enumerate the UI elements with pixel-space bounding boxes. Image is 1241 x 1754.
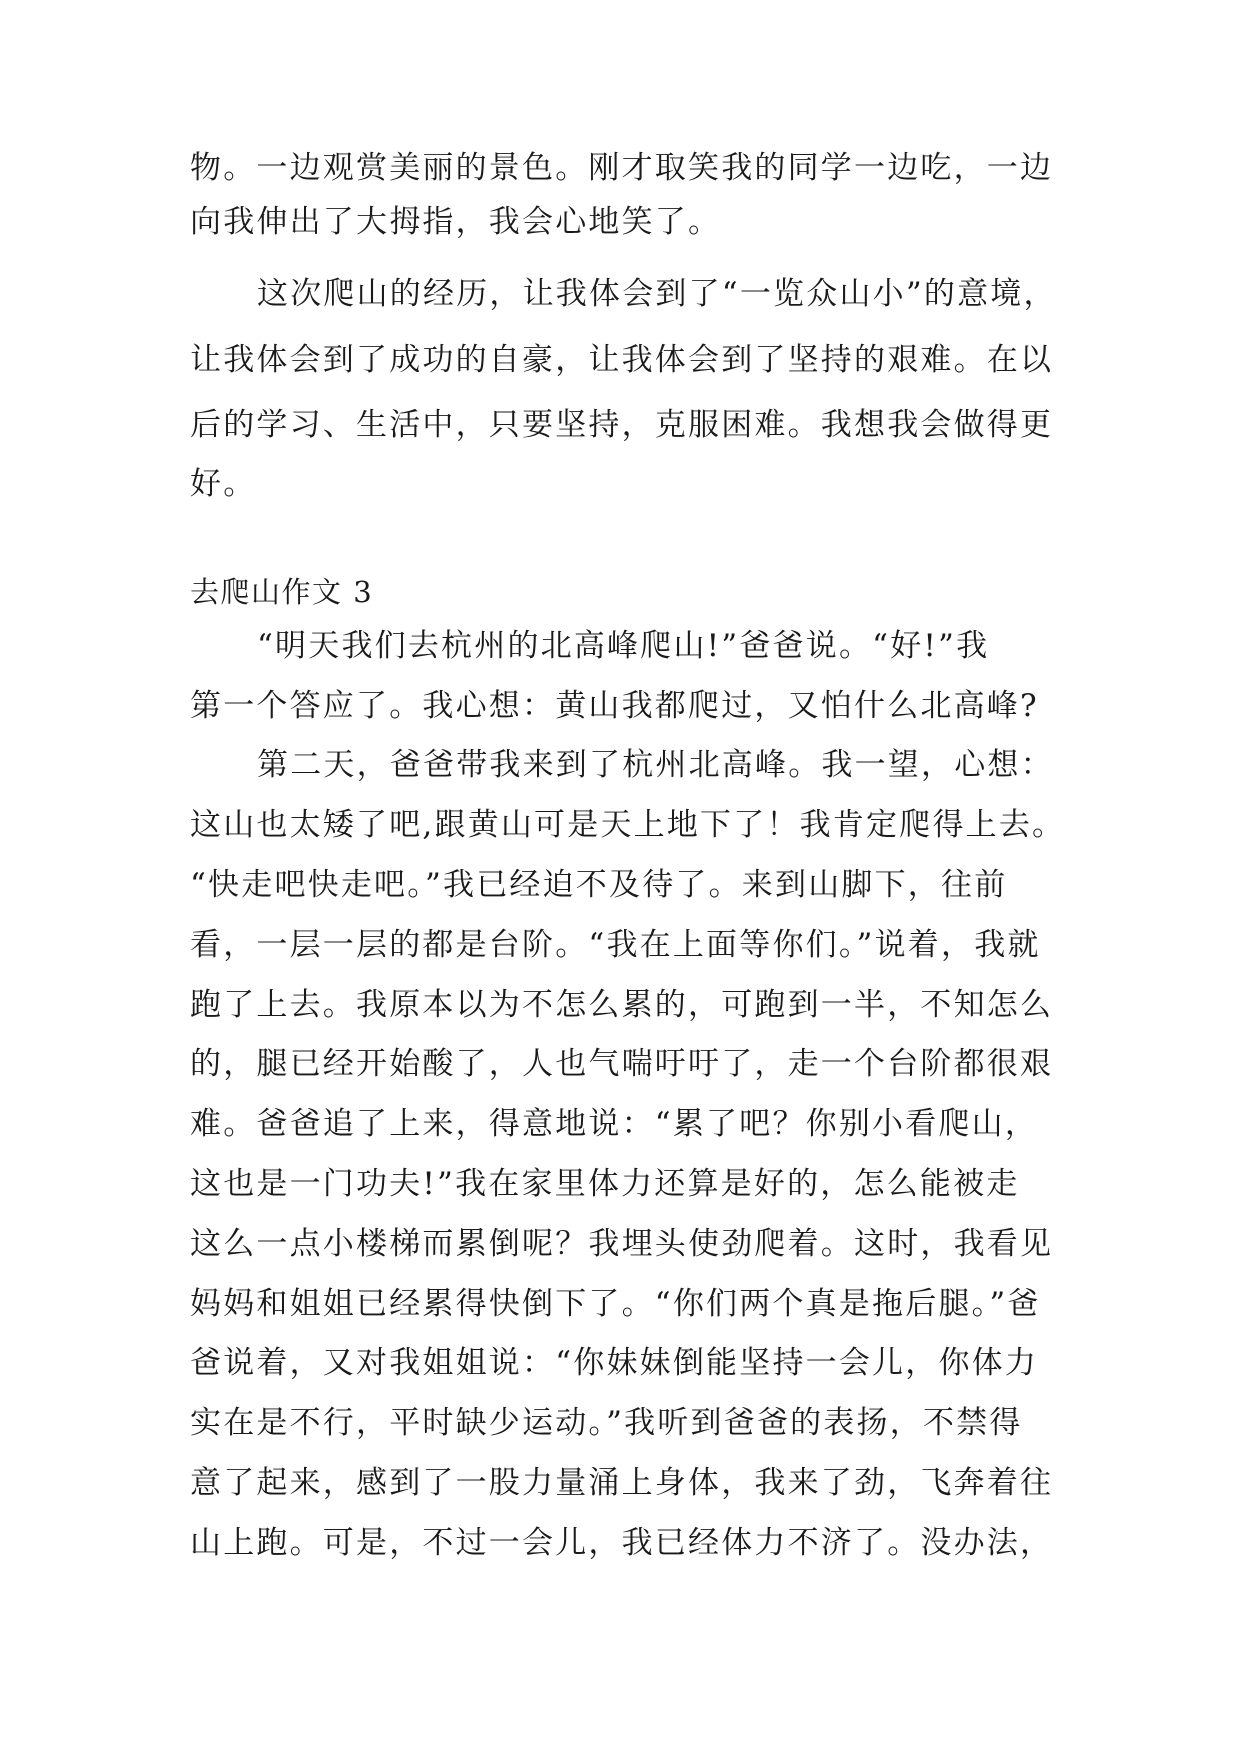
text-line: 第二天，爸爸带我来到了杭州北高峰。我一望，心想： bbox=[257, 747, 1054, 783]
text-line: 物。一边观赏美丽的景色。刚才取笑我的同学一边吃，一边 bbox=[190, 150, 1054, 186]
text-line: 山上跑。可是，不过一会儿，我已经体力不济了。没办法， bbox=[190, 1525, 1054, 1561]
section-heading: 去爬山作文 3 bbox=[190, 575, 374, 609]
text-line: 难。爸爸追了上来，得意地说：“累了吧？你别小看爬山， bbox=[190, 1106, 1039, 1142]
text-line: 看，一层一层的都是台阶。“我在上面等你们。”说着，我就 bbox=[190, 927, 1041, 963]
text-line: “快走吧快走吧。”我已经迫不及待了。来到山脚下，往前 bbox=[190, 867, 1008, 903]
text-line: 的，腿已经开始酸了，人也气喘吁吁了，走一个台阶都很艰 bbox=[190, 1046, 1054, 1082]
text-line: 这也是一门功夫!”我在家里体力还算是好的，怎么能被走 bbox=[190, 1166, 1020, 1202]
text-line: 让我体会到了成功的自豪，让我体会到了坚持的艰难。在以 bbox=[190, 342, 1054, 378]
text-line: 向我伸出了大拇指，我会心地笑了。 bbox=[190, 204, 722, 240]
text-line: 实在是不行，平时缺少运动。”我听到爸爸的表扬，不禁得 bbox=[190, 1405, 1023, 1441]
text-line: 爸说着，又对我姐姐说：“你妹妹倒能坚持一会儿，你体力 bbox=[190, 1345, 1039, 1381]
text-line: 这山也太矮了吧,跟黄山可是天上地下了！我肯定爬得上去。 bbox=[190, 807, 1066, 843]
text-line: 跑了上去。我原本以为不怎么累的，可跑到一半，不知怎么 bbox=[190, 987, 1054, 1023]
text-line: 妈妈和姐姐已经累得快倒下了。“你们两个真是拖后腿。”爸 bbox=[190, 1286, 1041, 1322]
text-line: 后的学习、生活中，只要坚持，克服困难。我想我会做得更 bbox=[190, 407, 1054, 443]
text-line: 意了起来，感到了一股力量涌上身体，我来了劲，飞奔着往 bbox=[190, 1465, 1054, 1501]
text-line: 第一个答应了。我心想：黄山我都爬过，又怕什么北高峰? bbox=[190, 688, 1039, 724]
text-line: “明天我们去杭州的北高峰爬山!”爸爸说。“好!”我 bbox=[257, 628, 990, 664]
text-line: 好。 bbox=[190, 466, 257, 502]
text-line: 这次爬山的经历，让我体会到了“一览众山小”的意境， bbox=[257, 276, 1057, 312]
text-line: 这么一点小楼梯而累倒呢？我埋头使劲爬着。这时，我看见 bbox=[190, 1226, 1054, 1262]
